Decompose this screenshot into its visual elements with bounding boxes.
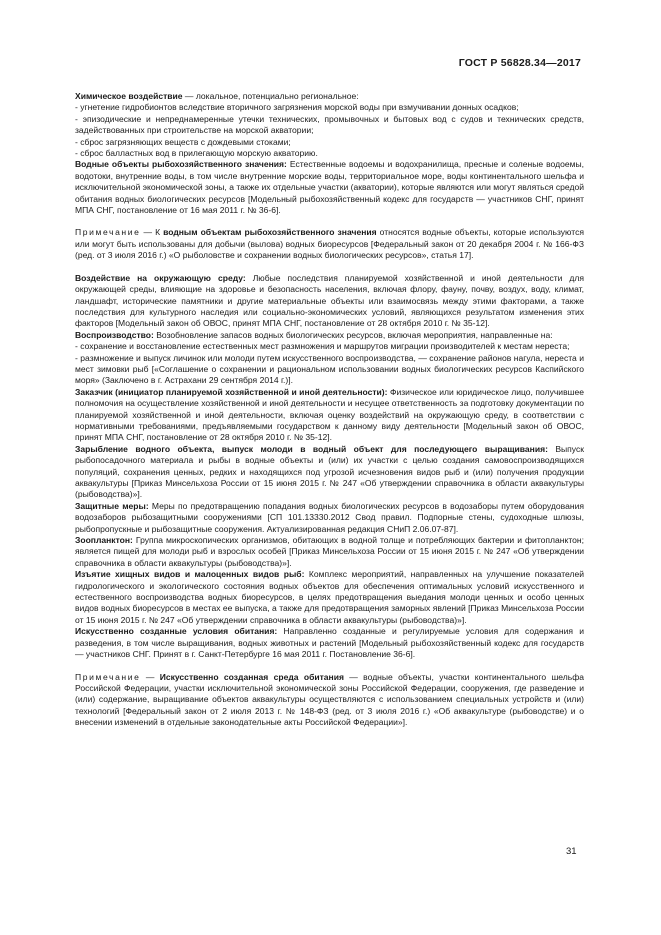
document-body xyxy=(75,91,584,729)
page-number: 31 xyxy=(566,846,577,857)
document-standard-header: ГОСТ Р 56828.34—2017 xyxy=(458,57,581,69)
list-item: - размножение и выпуск личинок или молоди путем искусственного воспроизводства, — сохранение районов нагула, нереста и мест зимовки рыб [«Соглашение о сохранении и рациональном использовании водных биологических ресурсов Каспийского моря» (Заключено в г. Астрахани 29 сентября 2014 г.)]. xyxy=(75,352,584,386)
paragraph-chemical-impact: Химическое воздействие — локальное, потенциально региональное: xyxy=(75,91,359,101)
list-item: - угнетение гидробионтов вследствие вторичного загрязнения морской воды при взмучивании донных осадков; xyxy=(75,102,519,113)
definition-artificial-conditions: Искусственно созданные условия обитания: Направленно созданные и регулируемые условия для содержания и разведения, в том числе выращивания, водных животных и растений [Модельный рыбохозяйственный кодекс для государств — участников СНГ. Принят в г. Санкт-Петербурге 16 мая 2011 г. Постановление 36-6]. xyxy=(75,626,584,660)
definition-environmental-impact: Воздействие на окружающую среду: Любые последствия планируемой хозяйственной и иной деятельности для окружающей среды, влияющие на здоровье и безопасность населения, включая флору, фауну, почву, воздух, воду, климат, ландшафт, исторические памятники и другие материальные объекты или взаимосвязь между этими факторами, а также последствия для культурного наследия или социально-экономических условий, являющихся результатом изменения этих факторов [Модельный закон об ОВОС, принят МПА СНГ, постановление от 28 октября 2010 г. № 35-12]. xyxy=(75,272,584,329)
note-artificial-habitat: Примечание — Искусственно созданная среда обитания — водные объекты, участки континентального шельфа Российской Федерации, участки исключительной экономической зоны Российской Федерации, сооружения, где разведение и (или) содержание, выращивание объектов аквакультуры осуществляются с использованием специальных устройств и (или) технологий [Федеральный закон от 2 июля 2013 г. № 148-ФЗ (ред. от 3 июля 2016 г.) «Об аквакультуре (рыбоводстве) и о внесении изменений в отдельные законодательные акты Российской Федерации»]. xyxy=(75,671,584,728)
list-item: - эпизодические и непреднамеренные утечки технических, промывочных и бытовых вод с судов и технических средств, задействованных при строительстве на морской акватории; xyxy=(75,113,584,136)
definition-reproduction: Воспроизводство: Возобновление запасов водных биологических ресурсов, включая мероприятия, направленные на: xyxy=(75,329,553,340)
definition-stocking: Зарыбление водного объекта, выпуск молоди в водный объект для последующего выращивания: Выпуск рыбопосадочного материала и рыбы в водные объекты и (или) их участки с целью создания самовоспроизводящихся популяций, сохранения ценных, редких и находящихся под угрозой исчезновения видов рыб и (или) получения продукции аквакультуры [Приказ Минсельхоза России от 15 июня 2015 г. № 247 «Об утверждении справочника в области аквакультуры (рыбоводства)»]. xyxy=(75,443,584,500)
definition-protective-measures: Защитные меры: Меры по предотвращению попадания водных биологических ресурсов в водозаборы путем оборудования водозаборов рыбозащитными сооружениями [СП 101.13330.2012 Свод правил. Подпорные стены, судоходные шлюзы, рыбопропускные и рыбозащитные сооружения. Актуализированная редакция СНиП 2.06.07-87]. xyxy=(75,500,584,534)
definition-water-bodies: Водные объекты рыбохозяйственного значения: Естественные водоемы и водохранилища, пресные и соленые водоемы, водотоки, внутренние воды, в том числе внутренние морские воды, территориальное море, воды континентального шельфа и исключительной экономической зоны, а также их отдельные участки (акватории), которые являются или могут являться средой обитания водных биологических ресурсов [Модельный рыбохозяйственный кодекс для государств — участников СНГ, принят МПА СНГ, постановление от 16 мая 2011 г. № 36-6]. xyxy=(75,159,584,216)
definition-customer: Заказчик (инициатор планируемой хозяйственной и иной деятельности): Физическое или юридическое лицо, получившее полномочия на осуществление хозяйственной и иной деятельности и несущее ответственность за подготовку документации по планируемой хозяйственной и иной деятельности, включая оценку воздействий на окружающую среду, в соответствии с нормативными требованиями, предъявляемыми государством к данному виду деятельности [Модельный закон об ОВОС, принят МПА СНГ, постановление от 28 октября 2010 г. № 35-12]. xyxy=(75,386,584,443)
note-water-bodies: Примечание — К водным объектам рыбохозяйственного значения относятся водные объекты, которые используются или могут быть использованы для добычи (вылова) водных биоресурсов [Федеральный закон от 20 декабря 2004 г. № 166-ФЗ (ред. от 3 июля 2016 г.) «О рыболовстве и сохранении водных биологических ресурсов», статья 17]. xyxy=(75,227,584,261)
definition-zooplankton: Зоопланктон: Группа микроскопических организмов, обитающих в водной толще и потребляющих бактерии и фитопланктон; является пищей для молоди рыб и взрослых особей [Приказ Минсельхоза России от 15 июня 2015 г. № 247 «Об утверждении справочника в области аквакультуры (рыбоводства)»]. xyxy=(75,535,584,568)
list-item: - сброс загрязняющих веществ с дождевыми стоками; xyxy=(75,136,291,147)
list-item: - сохранение и восстановление естественных мест размножения и маршрутов миграции производителей к местам нереста; xyxy=(75,341,570,352)
list-item: - сброс балластных вод в прилегающую морскую акваторию. xyxy=(75,148,318,159)
definition-predator-removal: Изъятие хищных видов и малоценных видов рыб: Комплекс мероприятий, направленных на улучшение показателей гидрологического и экологического состояния водных объектов для обеспечения оптимальных условий искусственного и естественного воспроизводства водных биоресурсов, в целях предотвращения выедания молоди ценных и особо ценных видов водных биоресурсов в местах ее выпуска, а также для предотвращения заморных явлений [Приказ Минсельхоза России от 15 июня 2015 г. № 247 «Об утверждении справочника в области аквакультуры (рыбоводства)»]. xyxy=(75,569,584,625)
